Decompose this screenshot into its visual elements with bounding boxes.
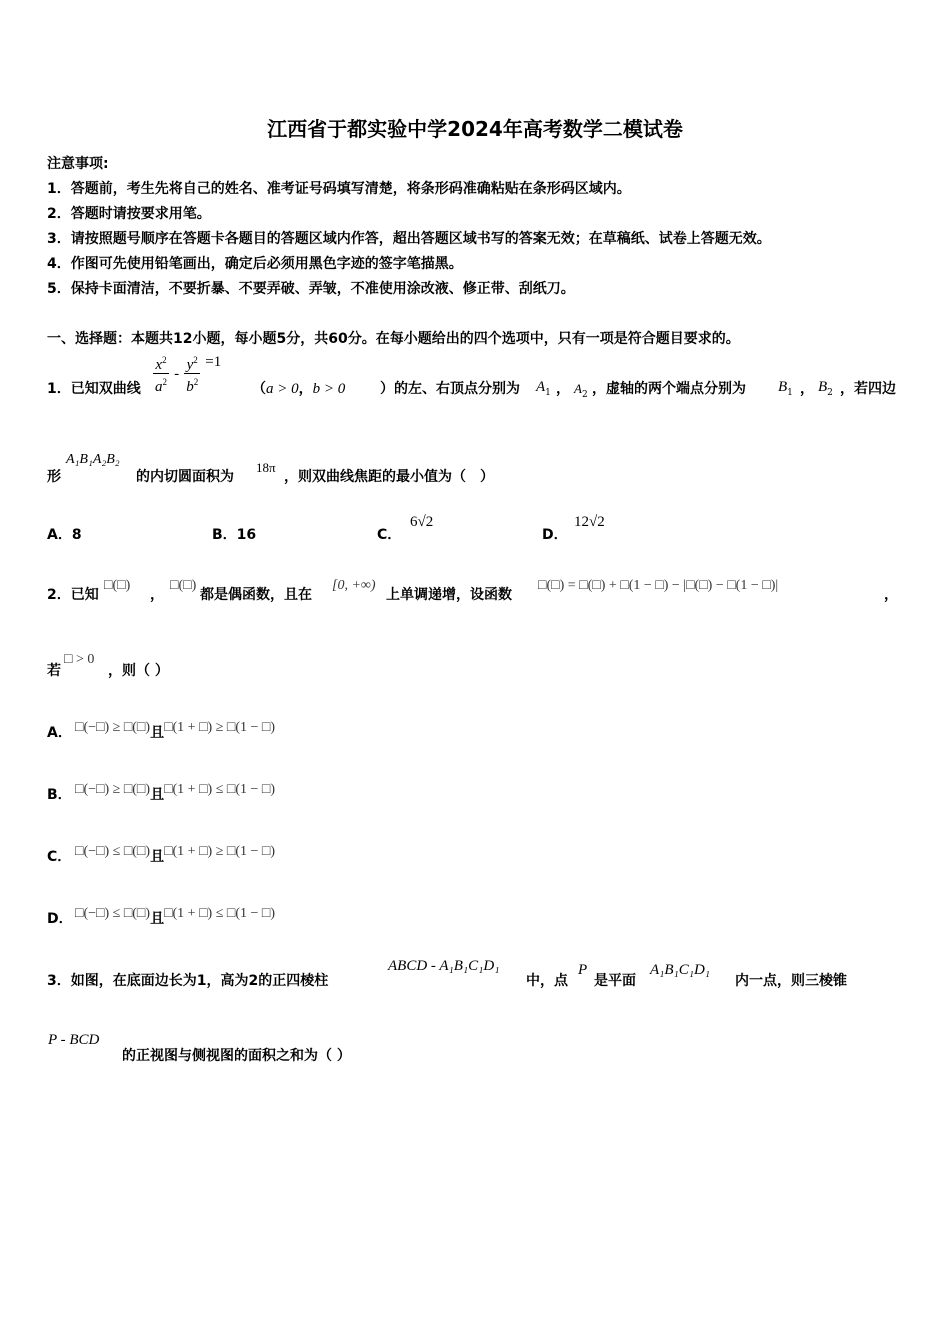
q2-function-f: □(□) [104,578,131,593]
notice-item-3: 3．请按照题号顺序在答题卡各题目的答题区域内作答，超出答题区域书写的答案无效；在草稿纸、试卷上答题无效。 [47,231,771,247]
q1-fraction-y: $\frac{y^2}{b^2}$ [184,352,200,395]
q3-text-pyramid: 内一点，则三棱锥 [735,973,847,989]
page-title: 江西省于都实验中学2024年高考数学二模试卷 [267,117,683,141]
q1-point-b2: $B_2$ [818,379,833,399]
q2-line2-end: ，则（ ） [108,663,169,679]
q1-text-axis: ，虚轴的两个端点分别为 [592,381,746,397]
q1-line2-prefix: 形 [47,469,61,485]
notice-item-1: 1．答题前，考生先将自己的姓名、准考证号码填写清楚，将条形码准确粘贴在条形码区域内。 [47,181,631,197]
q1-option-b[interactable]: B．16 [212,527,257,543]
q1-text-quad: ，若四边 [840,381,896,397]
q2-text-increasing: 上单调递增，设函数 [386,587,512,603]
q1-option-c-value: 6√2 [410,514,434,530]
q1-condition: （a > 0，b > 0 [252,381,346,397]
q1-line2-end: ，则双曲线焦距的最小值为（ ） [284,469,494,485]
notice-heading: 注意事项: [47,156,109,172]
q2-text-even: 都是偶函数，且在 [200,587,312,603]
notice-item-4: 4．作图可先使用铅笔画出，确定后必须用黑色字迹的签字笔描黑。 [47,256,463,272]
q2-option-b[interactable]: B． □(−□) ≥ □(□)且□(1 + □) ≤ □(1 − □) [47,782,276,803]
q3-prism: ABCD - A₁B₁C₁D₁ [388,958,500,974]
q1-option-d-value: 12√2 [574,514,605,530]
q2-option-d[interactable]: D． □(−□) ≤ □(□)且□(1 + □) ≤ □(1 − □) [47,906,276,927]
q1-prefix: 1．已知双曲线 [47,381,141,397]
q1-point-a2: $A_2$ [574,381,588,401]
q2-prefix: 2．已知 [47,587,99,603]
q1-text-vertices: ）的左、右顶点分别为 [380,381,520,397]
q3-plane: A₁B₁C₁D₁ [650,962,711,978]
exam-page: 江西省于都实验中学2024年高考数学二模试卷 注意事项: 1．答题前，考生先将自己的姓名、准考证号码填写清楚，将条形码准确粘贴在条形码区域内。 2．答题时请按要求用笔。 3．请按照题号顺序在答题卡各题目的答题区域内作答，超出答题区域书写的答案无效；在草稿纸、试卷上答题无效。 4．作图可先使用铅笔画出，确定后必须用黑色字迹的签字笔描黑。 5．保持卡面清洁，不要折暴、不要弄破、弄皱，不准使用涂改液、修正带、刮纸刀。 一、选择题：本题共12小题，每小题5分，共60分。在每小题给出的四个选项中，只有一项是符合题目要求的。 1．已知双曲线 $\frac{x^2}{a^2}$ - $\frac{y^2}{b^2}$ =1 （a > 0，b > 0 ）的左、右顶点分别为 $A_1$ ， $A_2$ ，虚轴的两个端点分别为 $B_1$ ， $B_2$ ，若四边 形 A₁B₁A₂B₂ 的内切圆面积为 18π ，则双曲线焦距的最小值为（ ） A．8 B．16 C． 6√2 D． 12√2 2．已知 □(□) ， □(□) 都是偶函数，且在 [0, +∞) 上单调递增，设函数 □(□) = □(□) + □(1 − □) − |□(□) − □(1 − □)| ， 若 □ > 0 ，则（ ） A． □(−□) ≥ □(□)且□(1 + □) ≥ □(1 − □) B． □(−□) ≥ □(□)且□(1 + □) ≤ □(1 − □) C． □(−□) ≤ □(□)且□(1 + □) ≥ □(1 − □) D． □(−□) ≤ □(□)且□(1 + □) ≤ □(1 − □) 3．如图，在底面边长为1，高为2的正四棱柱 ABCD - A₁B₁C₁D₁ 中，点 P 是平面 A₁B₁C₁D₁ 内一点，则三棱锥 P - BCD 的正视图与侧视图的面积之和为（ ） [0,0,950,1344]
q2-function-g: □(□) [170,578,197,593]
q3-prefix: 3．如图，在底面边长为1，高为2的正四棱柱 [47,973,329,989]
q1-line2-text: 的内切圆面积为 [136,469,234,485]
q2-line2-prefix: 若 [47,663,61,679]
q2-condition: □ > 0 [64,652,95,667]
q2-interval: [0, +∞) [332,578,376,593]
q1-option-d-label[interactable]: D． [542,527,568,543]
q1-fraction-x: $\frac{x^2}{a^2}$ [153,352,169,395]
q1-point-a1: $A_1$ [536,379,551,399]
q3-point-p: P [578,962,588,978]
q1-quadrilateral: A₁B₁A₂B₂ [66,452,120,467]
q3-pyramid: P - BCD [48,1032,100,1048]
notice-item-5: 5．保持卡面清洁，不要折暴、不要弄破、弄皱，不准使用涂改液、修正带、刮纸刀。 [47,281,575,297]
q1-option-a[interactable]: A．8 [47,527,82,543]
q1-option-c-label[interactable]: C． [377,527,402,543]
q3-text-point: 中，点 [526,973,568,989]
section-heading: 一、选择题：本题共12小题，每小题5分，共60分。在每小题给出的四个选项中，只有一项是符合题目要求的。 [47,331,740,347]
q2-option-c[interactable]: C． □(−□) ≤ □(□)且□(1 + □) ≥ □(1 − □) [47,844,276,865]
q2-definition: □(□) = □(□) + □(1 − □) − |□(□) − □(1 − □)| [538,578,779,593]
q1-hyperbola-equation: $\frac{x^2}{a^2}$ - $\frac{y^2}{b^2}$ =1 [155,354,222,395]
q3-line2-end: 的正视图与侧视图的面积之和为（ ） [122,1048,351,1064]
q1-area: 18π [256,460,276,475]
q3-text-plane: 是平面 [594,973,636,989]
q1-point-b1: $B_1$ [778,379,793,399]
notice-item-2: 2．答题时请按要求用笔。 [47,206,211,222]
q2-option-a[interactable]: A． □(−□) ≥ □(□)且□(1 + □) ≥ □(1 − □) [47,720,276,741]
